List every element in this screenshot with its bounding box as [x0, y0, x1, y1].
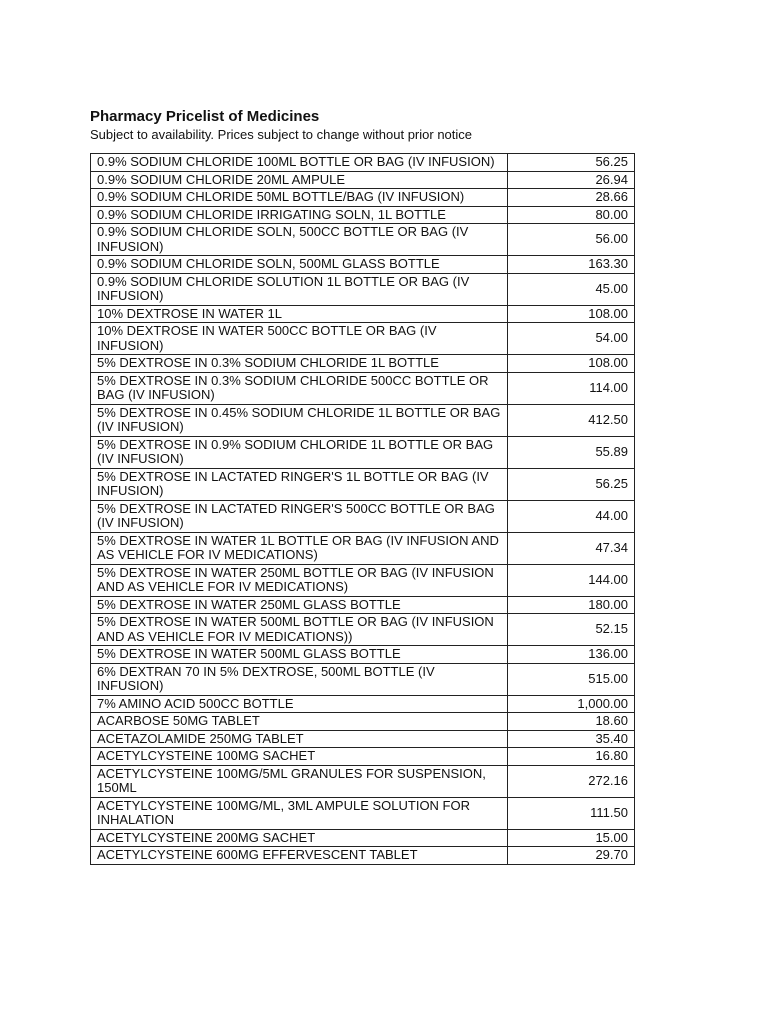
- price-cell: 56.25: [507, 154, 634, 172]
- medicine-name-cell: 5% DEXTROSE IN WATER 250ML GLASS BOTTLE: [91, 596, 508, 614]
- medicine-name-cell: 0.9% SODIUM CHLORIDE SOLUTION 1L BOTTLE OR BAG (IV INFUSION): [91, 273, 508, 305]
- price-cell: 108.00: [507, 305, 634, 323]
- price-cell: 52.15: [507, 614, 634, 646]
- table-row: [91, 256, 635, 274]
- table-row: [91, 500, 635, 532]
- medicine-name-cell: ACETAZOLAMIDE 250MG TABLET: [91, 730, 508, 748]
- medicine-name-cell: ACARBOSE 50MG TABLET: [91, 713, 508, 731]
- table-row: [91, 171, 635, 189]
- medicine-name-cell: 0.9% SODIUM CHLORIDE 20ML AMPULE: [91, 171, 508, 189]
- medicine-name-cell: 5% DEXTROSE IN WATER 500ML BOTTLE OR BAG (IV INFUSION AND AS VEHICLE FOR IV MEDICATIONS)): [91, 614, 508, 646]
- medicine-name-cell: ACETYLCYSTEINE 600MG EFFERVESCENT TABLET: [91, 847, 508, 865]
- medicine-name-cell: ACETYLCYSTEINE 200MG SACHET: [91, 829, 508, 847]
- table-row: [91, 404, 635, 436]
- price-cell: 56.00: [507, 224, 634, 256]
- medicine-name-cell: 5% DEXTROSE IN 0.3% SODIUM CHLORIDE 500CC BOTTLE OR BAG (IV INFUSION): [91, 372, 508, 404]
- pricelist-table: [90, 153, 635, 865]
- price-cell: 28.66: [507, 189, 634, 207]
- price-cell: 412.50: [507, 404, 634, 436]
- price-cell: 136.00: [507, 646, 634, 664]
- price-cell: 272.16: [507, 765, 634, 797]
- medicine-name-cell: 0.9% SODIUM CHLORIDE SOLN, 500CC BOTTLE OR BAG (IV INFUSION): [91, 224, 508, 256]
- price-cell: 163.30: [507, 256, 634, 274]
- price-cell: 111.50: [507, 797, 634, 829]
- price-cell: 54.00: [507, 323, 634, 355]
- table-row: [91, 596, 635, 614]
- table-row: [91, 847, 635, 865]
- price-cell: 15.00: [507, 829, 634, 847]
- price-cell: 45.00: [507, 273, 634, 305]
- price-cell: 29.70: [507, 847, 634, 865]
- table-row: [91, 564, 635, 596]
- medicine-name-cell: 10% DEXTROSE IN WATER 500CC BOTTLE OR BAG (IV INFUSION): [91, 323, 508, 355]
- price-cell: 16.80: [507, 748, 634, 766]
- price-cell: 1,000.00: [507, 695, 634, 713]
- document-page: [90, 107, 635, 865]
- table-row: [91, 436, 635, 468]
- medicine-name-cell: 10% DEXTROSE IN WATER 1L: [91, 305, 508, 323]
- table-row: [91, 646, 635, 664]
- page-title: Pharmacy Pricelist of Medicines: [90, 108, 320, 125]
- price-cell: 180.00: [507, 596, 634, 614]
- medicine-name-cell: 5% DEXTROSE IN 0.9% SODIUM CHLORIDE 1L BOTTLE OR BAG (IV INFUSION): [91, 436, 508, 468]
- price-cell: 144.00: [507, 564, 634, 596]
- table-row: [91, 748, 635, 766]
- medicine-name-cell: 6% DEXTRAN 70 IN 5% DEXTROSE, 500ML BOTTLE (IV INFUSION): [91, 663, 508, 695]
- table-row: [91, 305, 635, 323]
- table-row: [91, 713, 635, 731]
- medicine-name-cell: 5% DEXTROSE IN WATER 1L BOTTLE OR BAG (IV INFUSION AND AS VEHICLE FOR IV MEDICATIONS): [91, 532, 508, 564]
- price-cell: 108.00: [507, 355, 634, 373]
- page-subtitle: Subject to availability. Prices subject to change without prior notice: [90, 127, 473, 142]
- table-row: [91, 323, 635, 355]
- price-cell: 47.34: [507, 532, 634, 564]
- medicine-name-cell: 5% DEXTROSE IN 0.3% SODIUM CHLORIDE 1L BOTTLE: [91, 355, 508, 373]
- medicine-name-cell: 0.9% SODIUM CHLORIDE 100ML BOTTLE OR BAG (IV INFUSION): [91, 154, 508, 172]
- price-cell: 55.89: [507, 436, 634, 468]
- price-cell: 18.60: [507, 713, 634, 731]
- medicine-name-cell: 5% DEXTROSE IN 0.45% SODIUM CHLORIDE 1L BOTTLE OR BAG (IV INFUSION): [91, 404, 508, 436]
- medicine-name-cell: ACETYLCYSTEINE 100MG/5ML GRANULES FOR SUSPENSION, 150ML: [91, 765, 508, 797]
- table-row: [91, 614, 635, 646]
- table-row: [91, 372, 635, 404]
- table-row: [91, 273, 635, 305]
- medicine-name-cell: 5% DEXTROSE IN LACTATED RINGER'S 1L BOTTLE OR BAG (IV INFUSION): [91, 468, 508, 500]
- price-cell: 56.25: [507, 468, 634, 500]
- medicine-name-cell: 0.9% SODIUM CHLORIDE SOLN, 500ML GLASS BOTTLE: [91, 256, 508, 274]
- price-cell: 114.00: [507, 372, 634, 404]
- medicine-name-cell: 5% DEXTROSE IN WATER 250ML BOTTLE OR BAG (IV INFUSION AND AS VEHICLE FOR IV MEDICATIONS): [91, 564, 508, 596]
- table-row: [91, 730, 635, 748]
- table-row: [91, 224, 635, 256]
- table-row: [91, 468, 635, 500]
- medicine-name-cell: 5% DEXTROSE IN LACTATED RINGER'S 500CC BOTTLE OR BAG (IV INFUSION): [91, 500, 508, 532]
- price-cell: 44.00: [507, 500, 634, 532]
- table-row: [91, 189, 635, 207]
- medicine-name-cell: 7% AMINO ACID 500CC BOTTLE: [91, 695, 508, 713]
- table-row: [91, 532, 635, 564]
- table-row: [91, 797, 635, 829]
- price-cell: 26.94: [507, 171, 634, 189]
- price-cell: 35.40: [507, 730, 634, 748]
- price-cell: 515.00: [507, 663, 634, 695]
- table-row: [91, 663, 635, 695]
- price-cell: 80.00: [507, 206, 634, 224]
- table-row: [91, 206, 635, 224]
- table-row: [91, 154, 635, 172]
- pricelist-table-body: [91, 154, 635, 865]
- table-row: [91, 829, 635, 847]
- medicine-name-cell: ACETYLCYSTEINE 100MG SACHET: [91, 748, 508, 766]
- medicine-name-cell: 5% DEXTROSE IN WATER 500ML GLASS BOTTLE: [91, 646, 508, 664]
- medicine-name-cell: 0.9% SODIUM CHLORIDE 50ML BOTTLE/BAG (IV INFUSION): [91, 189, 508, 207]
- medicine-name-cell: 0.9% SODIUM CHLORIDE IRRIGATING SOLN, 1L BOTTLE: [91, 206, 508, 224]
- table-row: [91, 765, 635, 797]
- medicine-name-cell: ACETYLCYSTEINE 100MG/ML, 3ML AMPULE SOLUTION FOR INHALATION: [91, 797, 508, 829]
- table-row: [91, 695, 635, 713]
- table-row: [91, 355, 635, 373]
